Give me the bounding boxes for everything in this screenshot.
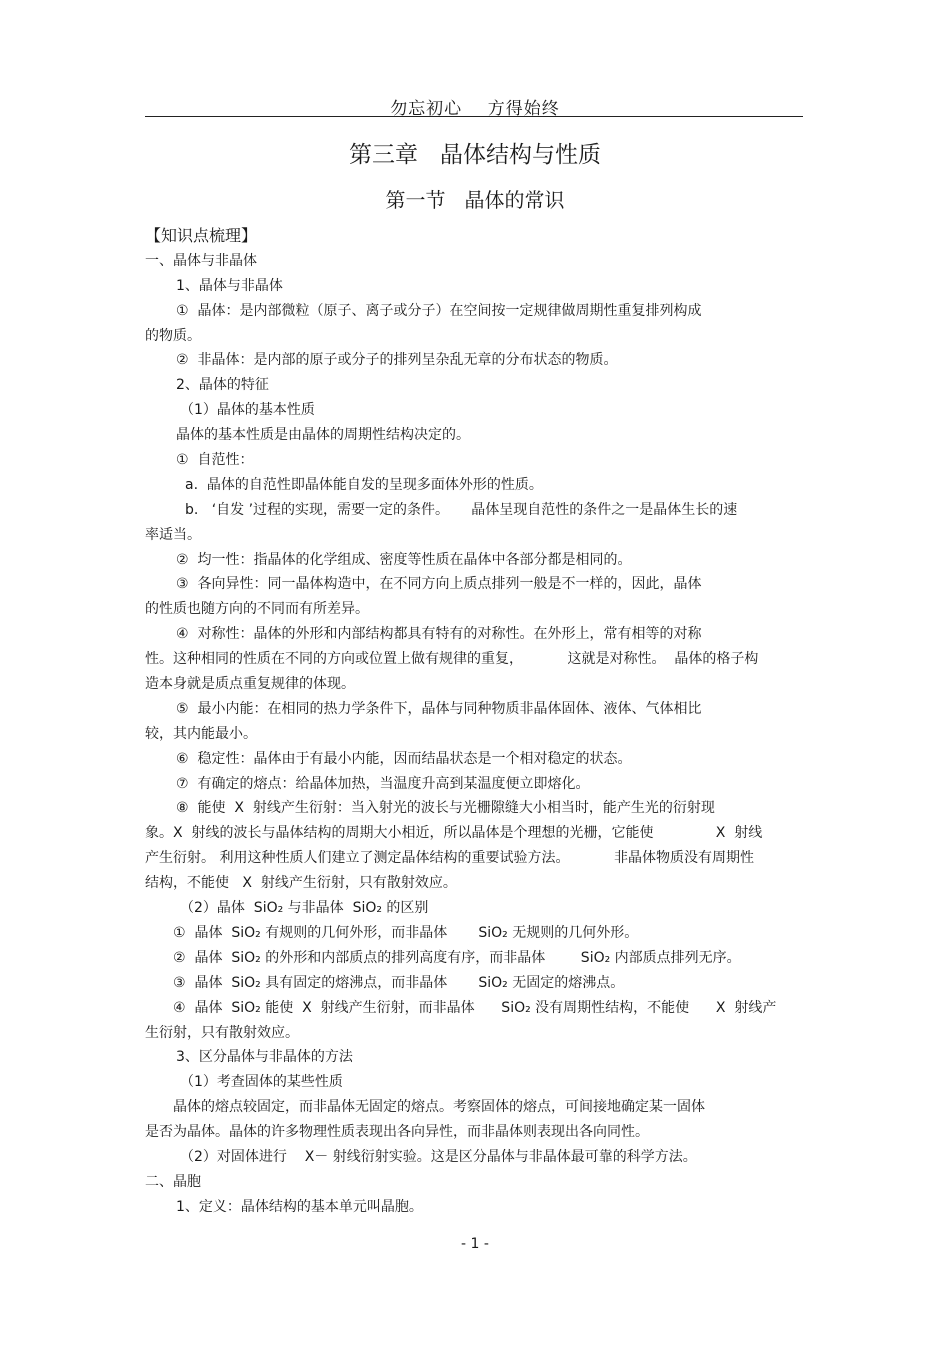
text-line: ① 自范性： [176, 452, 254, 469]
text-line: 造本身就是质点重复规律的体现。 [145, 676, 355, 693]
text-line: 晶体的熔点较固定，而非晶体无固定的熔点。考察固体的熔点，可间接地确定某一固体 [173, 1099, 705, 1116]
text-line: ③ 晶体 SiO₂ 具有固定的熔沸点，而非晶体 SiO₂ 无固定的熔沸点。 [173, 974, 625, 991]
header-divider [145, 116, 803, 117]
text-line: b. ‘自发 ’过程的实现，需要一定的条件。 晶体呈现自范性的条件之一是晶体生长的速 [185, 501, 738, 518]
text-line: 的性质也随方向的不同而有所差异。 [145, 601, 369, 618]
text-line: 【知识点梳理】 [145, 226, 258, 245]
text-line: ⑥ 稳定性：晶体由于有最小内能，因而结晶状态是一个相对稳定的状态。 [176, 750, 632, 767]
text-line: 一、晶体与非晶体 [145, 252, 257, 269]
document-body [145, 224, 805, 1220]
text-line: 是否为晶体。晶体的许多物理性质表现出各向异性，而非晶体则表现出各向同性。 [145, 1124, 649, 1141]
text-line: ④ 晶体 SiO₂ 能使 X 射线产生衍射，而非晶体 SiO₂ 没有周期性结构，不能使 X 射线产 [173, 999, 777, 1016]
text-line: 1、晶体与非晶体 [176, 277, 283, 294]
text-line: 3、区分晶体与非晶体的方法 [176, 1049, 353, 1066]
text-line: 的物质。 [145, 327, 201, 344]
text-line: 2、晶体的特征 [176, 377, 269, 394]
text-line: a. 晶体的自范性即晶体能自发的呈现多面体外形的性质。 [185, 476, 543, 493]
text-line: 1、定义：晶体结构的基本单元叫晶胞。 [176, 1198, 423, 1215]
text-line: ③ 各向异性：同一晶体构造中，在不同方向上质点排列一般是不一样的，因此，晶体 [176, 576, 702, 593]
text-line: 二、晶胞 [145, 1173, 201, 1190]
text-line: （2）晶体 SiO₂ 与非晶体 SiO₂ 的区别 [180, 900, 429, 917]
text-line: 结构，不能使 X 射线产生衍射，只有散射效应。 [145, 875, 457, 892]
text-line: ⑦ 有确定的熔点：给晶体加热，当温度升高到某温度便立即熔化。 [176, 775, 590, 792]
text-line: 象。X 射线的波长与晶体结构的周期大小相近，所以晶体是个理想的光栅，它能使 X 射线 [145, 825, 763, 842]
text-line: ① 晶体：是内部微粒（原子、离子或分子）在空间按一定规律做周期性重复排列构成 [176, 302, 702, 319]
text-line: 较，其内能最小。 [145, 725, 257, 742]
text-line: ② 晶体 SiO₂ 的外形和内部质点的排列高度有序，而非晶体 SiO₂ 内部质点排列无序。 [173, 949, 741, 966]
section-title: 第一节 晶体的常识 [385, 188, 565, 212]
text-line: 产生衍射。 利用这种性质人们建立了测定晶体结构的重要试验方法。 非晶体物质没有周期性 [145, 850, 754, 867]
text-line: ② 均一性：指晶体的化学组成、密度等性质在晶体中各部分都是相同的。 [176, 551, 632, 568]
header-motto: 勿忘初心 方得始终 [390, 99, 560, 119]
text-line: 生衍射，只有散射效应。 [145, 1024, 299, 1041]
text-line: （2）对固体进行 X－ 射线衍射实验。这是区分晶体与非晶体最可靠的科学方法。 [180, 1148, 697, 1165]
page-number: - 1 - [461, 1236, 489, 1252]
text-line: ① 晶体 SiO₂ 有规则的几何外形，而非晶体 SiO₂ 无规则的几何外形。 [173, 924, 639, 941]
text-line: ⑤ 最小内能：在相同的热力学条件下，晶体与同种物质非晶体固体、液体、气体相比 [176, 700, 702, 717]
text-line: ⑧ 能使 X 射线产生衍射：当入射光的波长与光栅隙缝大小相当时，能产生光的衍射现 [176, 800, 715, 817]
text-line: ② 非晶体：是内部的原子或分子的排列呈杂乱无章的分布状态的物质。 [176, 352, 618, 369]
chapter-title: 第三章 晶体结构与性质 [349, 142, 601, 168]
text-line: ④ 对称性：晶体的外形和内部结构都具有特有的对称性。在外形上，常有相等的对称 [176, 626, 702, 643]
text-line: （1）晶体的基本性质 [180, 402, 315, 419]
text-line: 晶体的基本性质是由晶体的周期性结构决定的。 [176, 427, 470, 444]
text-line: 率适当。 [145, 526, 201, 543]
text-line: （1）考查固体的某些性质 [180, 1074, 343, 1091]
text-line: 性。这种相同的性质在不同的方向或位置上做有规律的重复， 这就是对称性。 晶体的格子构 [145, 651, 759, 668]
